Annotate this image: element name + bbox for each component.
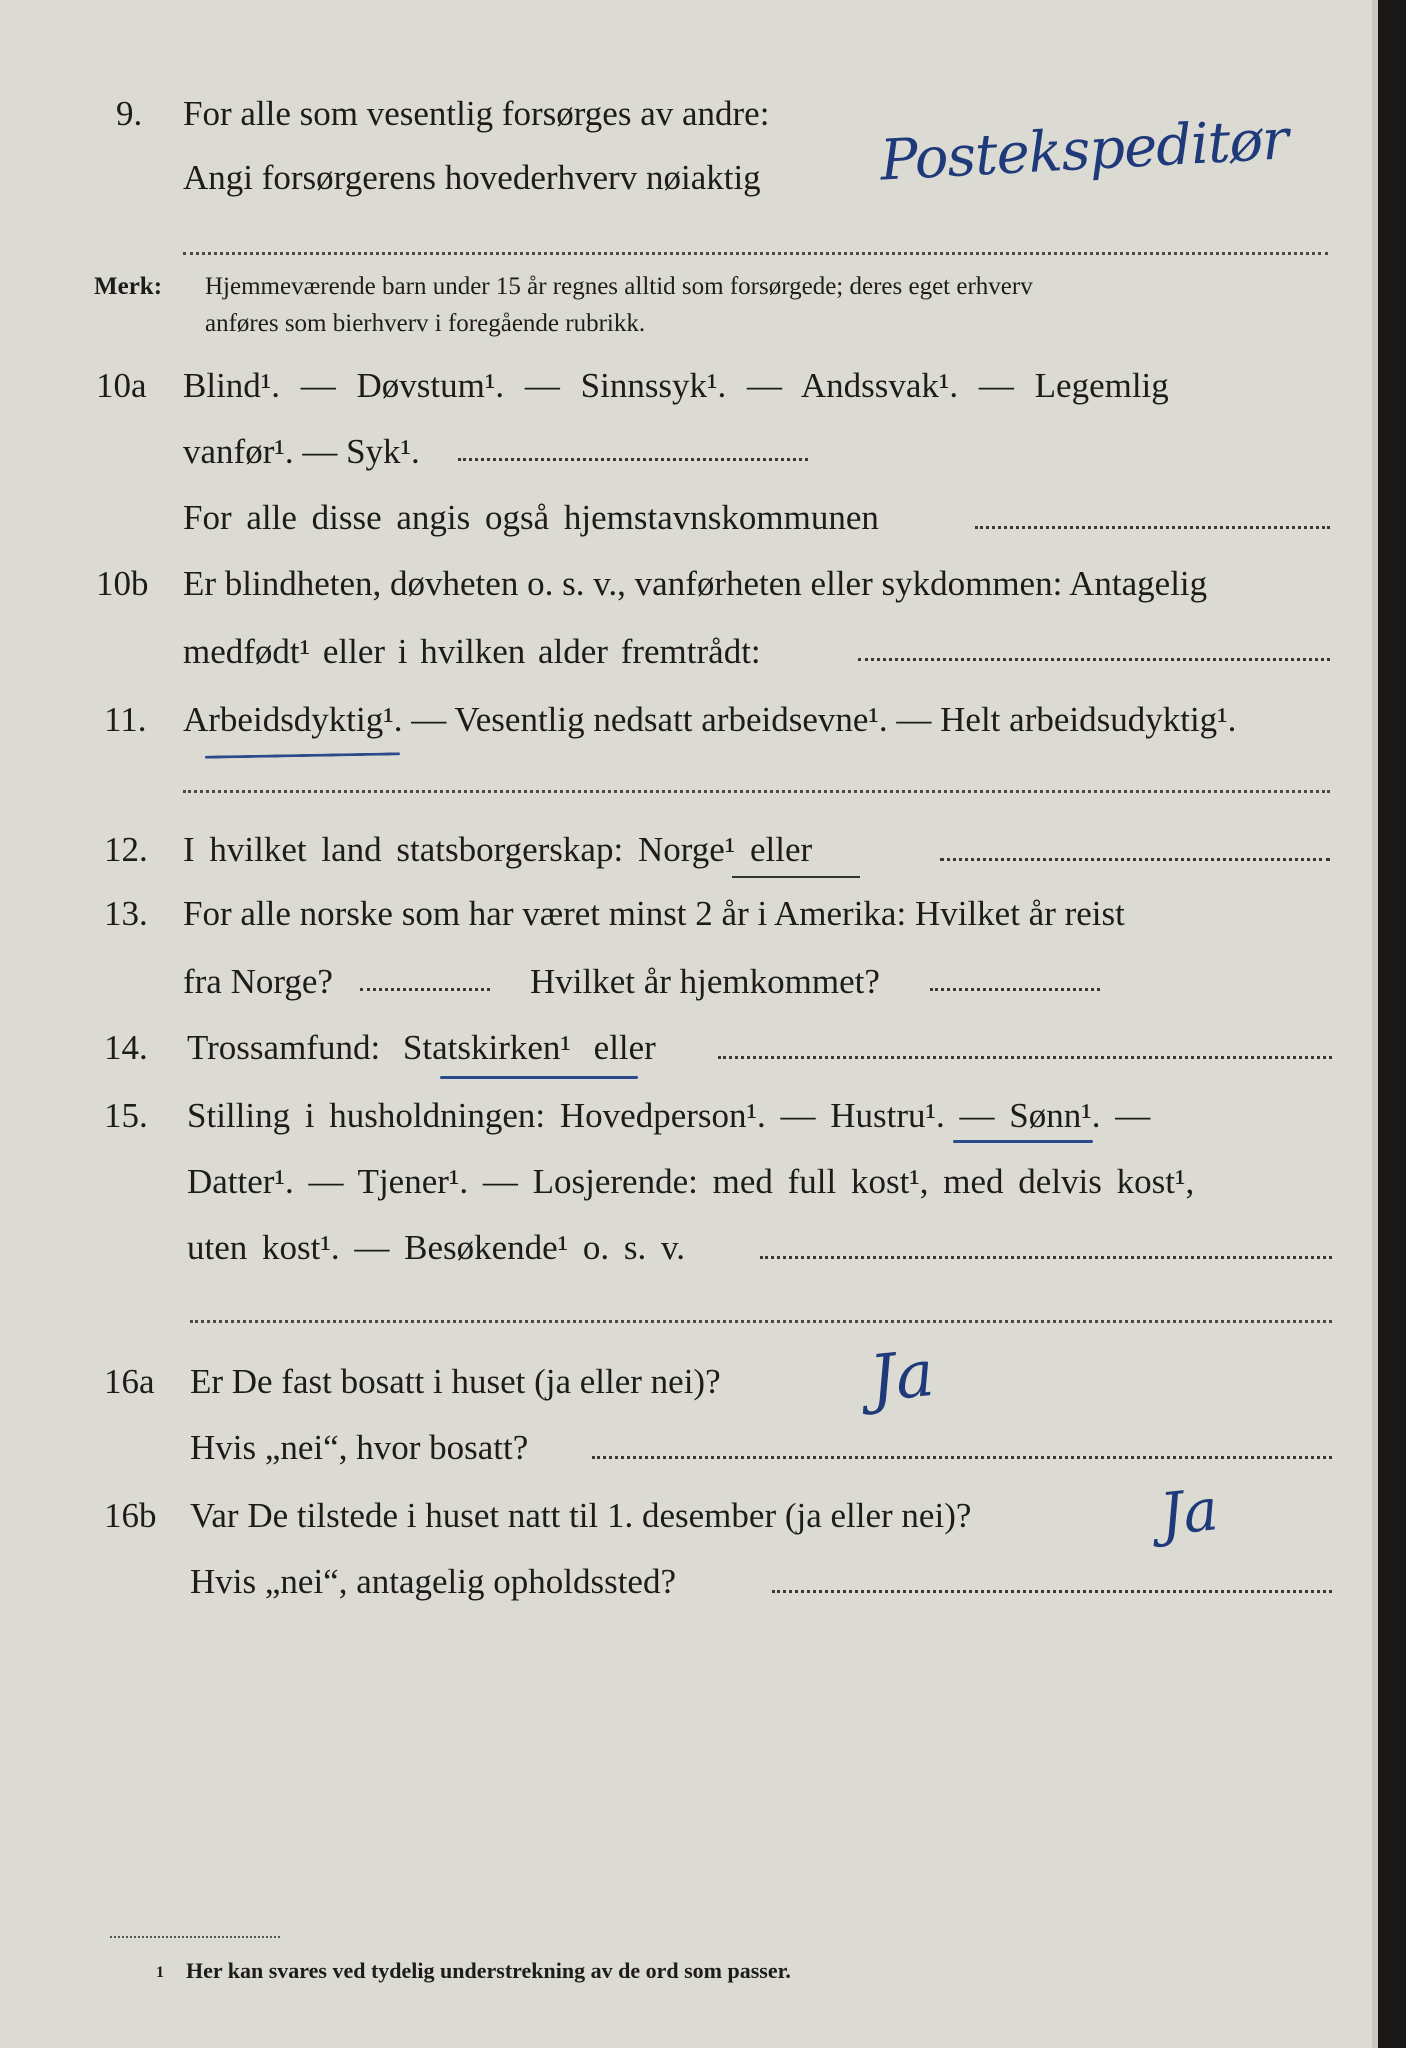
q16b-line1: Var De tilstede i huset natt til 1. desember (ja eller nei)? xyxy=(190,1496,972,1535)
q13-line2a-dots xyxy=(360,988,490,991)
q16a-number: 16a xyxy=(104,1362,155,1401)
q10a-line1: Blind¹. — Døvstum¹. — Sinnssyk¹. — Andssvak¹. — Legemlig xyxy=(183,366,1169,405)
q11-line1: Arbeidsdyktig¹. — Vesentlig nedsatt arbeidsevne¹. — Helt arbeidsudyktig¹. xyxy=(183,700,1237,739)
q16a-line2-dots xyxy=(592,1456,1332,1459)
q11-answer-rule xyxy=(183,790,1330,793)
q14-line1: Trossamfund: Statskirken¹ eller xyxy=(187,1028,656,1067)
q15-underline-hustru xyxy=(953,1140,1093,1143)
footnote-text: Her kan svares ved tydelig understrekning av de ord som passer. xyxy=(186,1958,791,1983)
q9-answer-rule xyxy=(183,252,1328,255)
q9-line1: For alle som vesentlig forsørges av andre: xyxy=(183,94,770,133)
q10b-line1: Er blindheten, døvheten o. s. v., vanførheten eller sykdommen: Antagelig xyxy=(183,564,1208,603)
q10b-line2: medfødt¹ eller i hvilken alder fremtrådt: xyxy=(183,632,761,671)
q14-line-dots xyxy=(718,1056,1332,1059)
q10a-line3-dots xyxy=(975,526,1330,529)
q15-number: 15. xyxy=(104,1096,148,1135)
q13-line2b-dots xyxy=(930,988,1100,991)
q9-line2: Angi forsørgerens hovederhverv nøiaktig xyxy=(183,158,761,197)
q12-number: 12. xyxy=(104,830,148,869)
q13-number: 13. xyxy=(104,894,148,933)
merk-label: Merk: xyxy=(94,273,163,300)
q9-handwritten-answer: Postekspeditør xyxy=(878,107,1290,194)
q10b-number: 10b xyxy=(96,564,149,603)
q13-line2b: Hvilket år hjemkommet? xyxy=(530,962,880,1001)
q16b-handwritten-answer: Ja xyxy=(1156,1475,1222,1549)
q13-line1: For alle norske som har været minst 2 år i Amerika: Hvilket år reist xyxy=(183,894,1125,933)
q15-line2: Datter¹. — Tjener¹. — Losjerende: med full kost¹, med delvis kost¹, xyxy=(187,1162,1195,1201)
q10a-line3: For alle disse angis også hjemstavnskommunen xyxy=(183,498,879,537)
q9-number: 9. xyxy=(116,94,143,133)
q14-underline-statskirken xyxy=(440,1076,638,1079)
q16b-line2-dots xyxy=(772,1590,1332,1593)
q16a-handwritten-answer: Ja xyxy=(866,1336,938,1418)
q16a-line1: Er De fast bosatt i huset (ja eller nei)? xyxy=(190,1362,721,1401)
q11-number: 11. xyxy=(104,700,147,739)
q10a-number: 10a xyxy=(96,366,147,405)
q10a-line2: vanfør¹. — Syk¹. xyxy=(183,432,420,471)
q12-underline-norge xyxy=(732,876,860,878)
footnote-mark: 1 xyxy=(156,1964,164,1981)
q15-line3: uten kost¹. — Besøkende¹ o. s. v. xyxy=(187,1228,686,1267)
q15-answer-rule xyxy=(190,1320,1332,1323)
q11-underline-arbeidsdyktig xyxy=(205,752,400,758)
q13-line2a: fra Norge? xyxy=(183,962,333,1001)
merk-line2: anføres som bierhverv i foregående rubrikk. xyxy=(205,310,646,337)
q10a-line2-dots xyxy=(458,458,808,461)
q10b-line2-dots xyxy=(858,658,1330,661)
q16b-number: 16b xyxy=(104,1496,157,1535)
q15-line1: Stilling i husholdningen: Hovedperson¹. — Hustru¹. — Sønn¹. — xyxy=(187,1096,1151,1135)
q14-number: 14. xyxy=(104,1028,148,1067)
q16b-line2: Hvis „nei“, antagelig opholdssted? xyxy=(190,1562,676,1601)
q16a-line2: Hvis „nei“, hvor bosatt? xyxy=(190,1428,529,1467)
q12-line-dots xyxy=(940,858,1330,861)
footnote-separator xyxy=(110,1936,280,1938)
q12-line1: I hvilket land statsborgerskap: Norge¹ eller xyxy=(183,830,813,869)
merk-line1: Hjemmeværende barn under 15 år regnes alltid som forsørgede; deres eget erhverv xyxy=(205,273,1033,300)
q15-line3-dots xyxy=(760,1256,1332,1259)
